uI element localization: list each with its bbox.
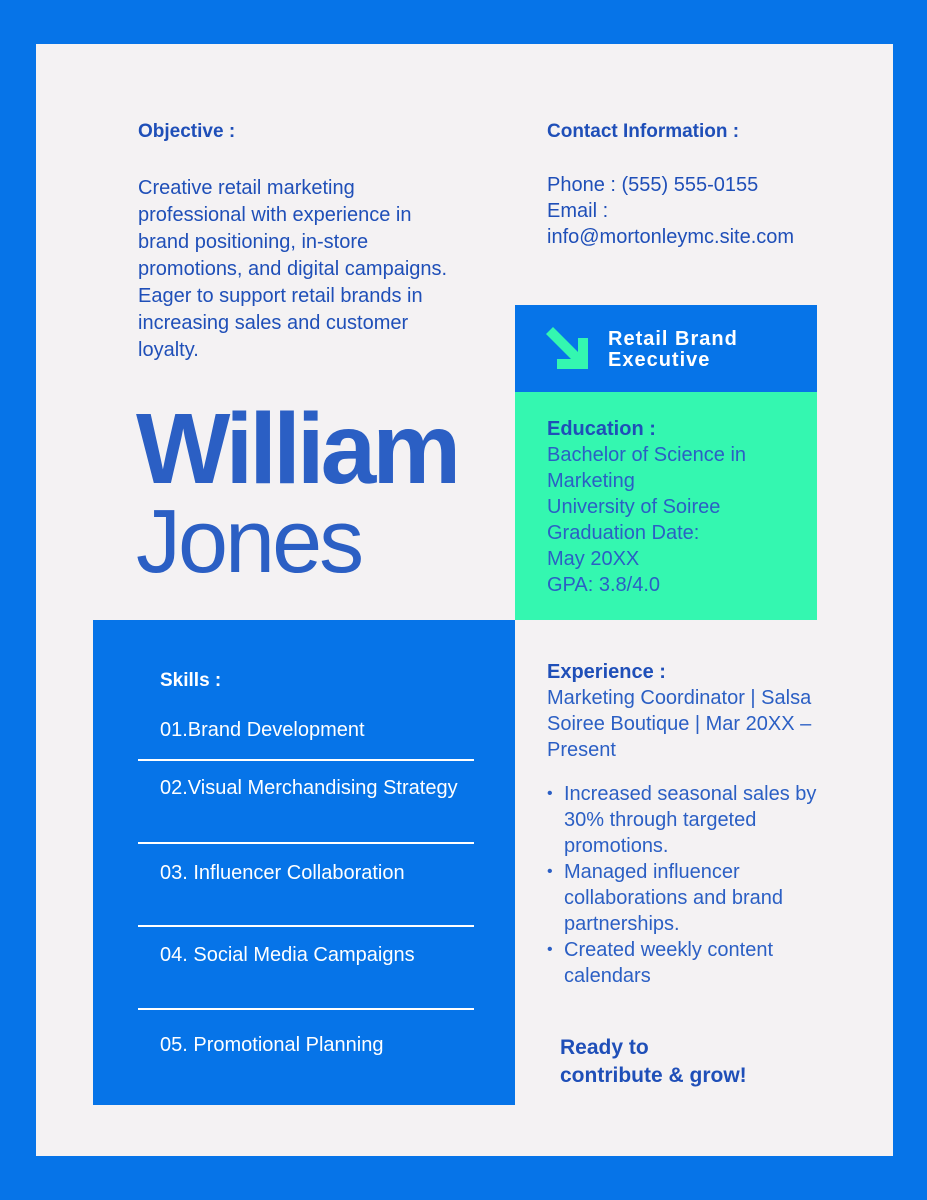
experience-section <box>547 659 817 989</box>
education-grad-date: May 20XX <box>547 548 640 570</box>
cta-line-1: Ready to <box>560 1036 649 1059</box>
skill-item: 05. Promotional Planning <box>160 1034 384 1056</box>
contact-email[interactable]: info@mortonleymc.site.com <box>547 226 795 248</box>
objective-text: Creative retail marketing professional with experience in brand positioning, in-store promotions, and digital campaigns. Eager to support retail brands in increasing sales and customer loyalty. <box>138 177 448 361</box>
closing-tagline <box>560 1034 747 1090</box>
skills-heading: Skills : <box>160 670 222 691</box>
education-grad-label: Graduation Date: <box>547 522 700 544</box>
resume-sheet <box>36 44 893 1156</box>
skill-item: 01.Brand Development <box>160 719 365 741</box>
role-title <box>608 329 738 371</box>
experience-heading: Experience : <box>547 661 666 683</box>
experience-bullet: • Created weekly content calendars <box>564 937 817 989</box>
arrow-down-right-icon <box>543 324 591 372</box>
experience-bullet: • Increased seasonal sales by 30% through targeted promotions. <box>564 781 817 859</box>
contact-phone: Phone : (555) 555-0155 <box>547 174 759 196</box>
contact-email-label: Email : <box>547 200 609 222</box>
role-line-1: Retail Brand <box>608 328 738 350</box>
role-banner <box>515 305 817 392</box>
education-section <box>515 392 817 620</box>
education-degree: Bachelor of Science in Marketing <box>547 444 747 492</box>
skill-divider <box>138 925 474 927</box>
name-first: William <box>136 393 458 505</box>
skill-item: 02.Visual Merchandising Strategy <box>160 777 458 799</box>
contact-block <box>547 172 817 250</box>
education-school: University of Soiree <box>547 496 721 518</box>
contact-heading: Contact Information : <box>547 121 740 142</box>
education-heading: Education : <box>547 418 656 440</box>
skill-item: 04. Social Media Campaigns <box>160 944 415 966</box>
objective-heading: Objective : <box>138 121 236 142</box>
cta-line-2: contribute & grow! <box>560 1064 747 1087</box>
experience-bullet: • Managed influencer collaborations and brand partnerships. <box>564 859 817 937</box>
role-line-2: Executive <box>608 349 711 371</box>
skill-divider <box>138 759 474 761</box>
experience-title: Marketing Coordinator | Salsa Soiree Boutique | Mar 20XX – Present <box>547 687 812 761</box>
experience-bullets <box>547 781 817 989</box>
skill-item: 03. Influencer Collaboration <box>160 862 405 884</box>
skill-divider <box>138 842 474 844</box>
skill-divider <box>138 1008 474 1010</box>
skills-section <box>93 620 515 1105</box>
name-last: Jones <box>136 492 362 592</box>
education-gpa: GPA: 3.8/4.0 <box>547 574 661 596</box>
